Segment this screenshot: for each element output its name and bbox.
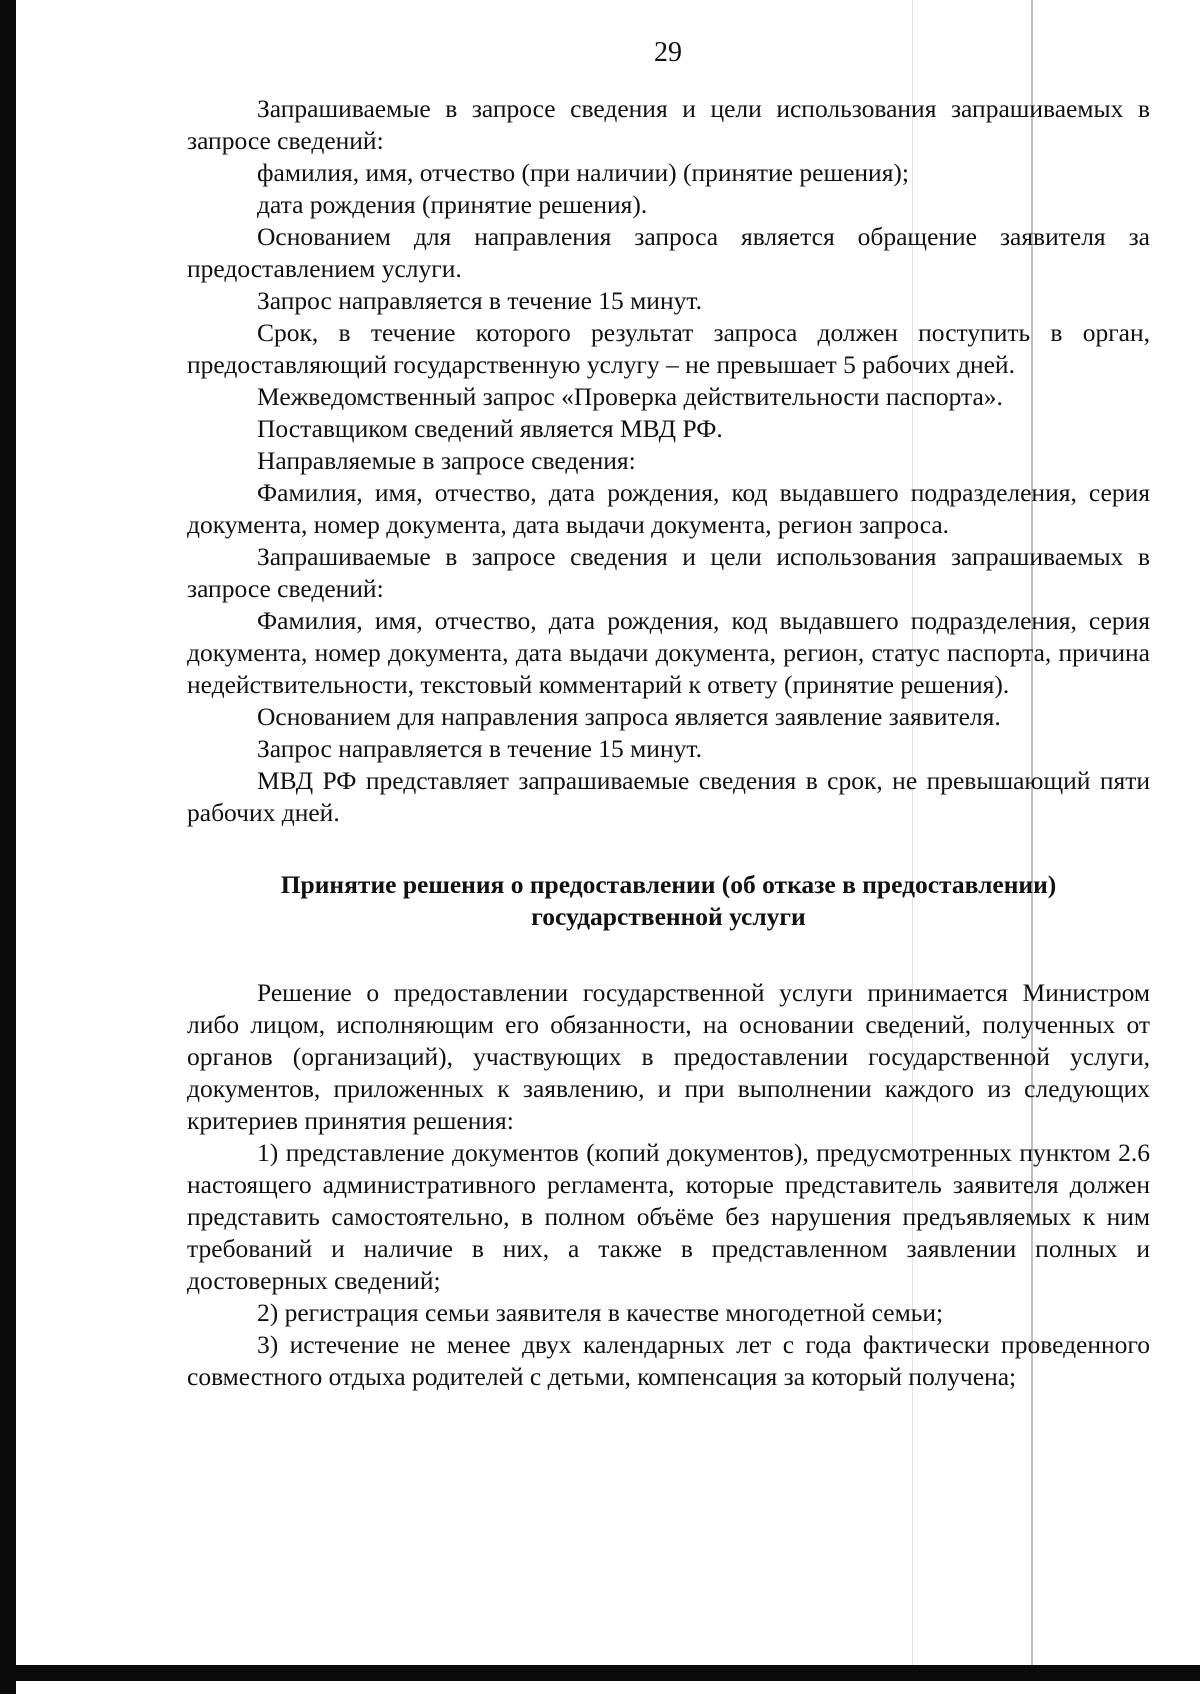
paragraph: Запрашиваемые в запросе сведения и цели использования запрашиваемых в запросе сведений: [187, 542, 1150, 603]
paragraph: Запрос направляется в течение 15 минут. [257, 286, 702, 315]
paragraph: Запрашиваемые в запросе сведения и цели использования запрашиваемых в запросе сведений: [187, 94, 1150, 155]
scan-left-border [0, 0, 16, 1694]
document-body [187, 93, 1150, 1393]
paragraph: Фамилия, имя, отчество, дата рождения, код выдавшего подразделения, серия документа, номер документа, дата выдачи документа, регион, статус паспорта, причина недействительности, текстовый комментарий к ответу (принятие решения). [187, 606, 1150, 699]
paragraph: Основанием для направления запроса является заявление заявителя. [257, 702, 1001, 731]
paragraph: Запрос направляется в течение 15 минут. [257, 734, 702, 763]
page-number: 29 [654, 37, 682, 68]
paragraph: 2) регистрация семьи заявителя в качестве многодетной семьи; [257, 1298, 944, 1327]
paragraph: фамилия, имя, отчество (при наличии) (принятие решения); [257, 158, 909, 187]
paragraph: Решение о предоставлении государственной услуги принимается Министром либо лицом, исполняющим его обязанности, на основании сведений, полученных от органов (организаций), участвующих в предоставлении государственной услуги, документов, приложенных к заявлению, и при выполнении каждого из следующих критериев принятия решения: [187, 978, 1150, 1135]
paragraph: Поставщиком сведений является МВД РФ. [257, 414, 723, 443]
paragraph: 3) истечение не менее двух календарных лет с года фактически проведенного совместного отдыха родителей с детьми, компенсация за который получена; [187, 1330, 1150, 1391]
section-heading-line: Принятие решения о предоставлении (об отказе в предоставлении) [280, 870, 1057, 899]
paragraph: Направляемые в запросе сведения: [257, 446, 636, 475]
paragraph: Срок, в течение которого результат запроса должен поступить в орган, предоставляющий государственную услугу – не превышает 5 рабочих дней. [187, 318, 1150, 379]
paragraph: Межведомственный запрос «Проверка действительности паспорта». [257, 382, 1003, 411]
section-heading-line: государственной услуги [531, 902, 806, 931]
paragraph: дата рождения (принятие решения). [257, 190, 648, 219]
paragraph: Основанием для направления запроса является обращение заявителя за предоставлением услуги. [187, 222, 1150, 283]
paragraph: 1) представление документов (копий документов), предусмотренных пунктом 2.6 настоящего административного регламента, которые представитель заявителя должен представить самостоятельно, в полном объёме без нарушения предъявляемых к ним требований и наличие в них, а также в представленном заявлении полных и достоверных сведений; [187, 1138, 1150, 1295]
paragraph: МВД РФ представляет запрашиваемые сведения в срок, не превышающий пяти рабочих дней. [187, 766, 1150, 827]
paragraph: Фамилия, имя, отчество, дата рождения, код выдавшего подразделения, серия документа, номер документа, дата выдачи документа, регион запроса. [187, 478, 1150, 539]
scan-bottom-border [0, 1665, 1200, 1681]
section-heading [187, 869, 1150, 933]
